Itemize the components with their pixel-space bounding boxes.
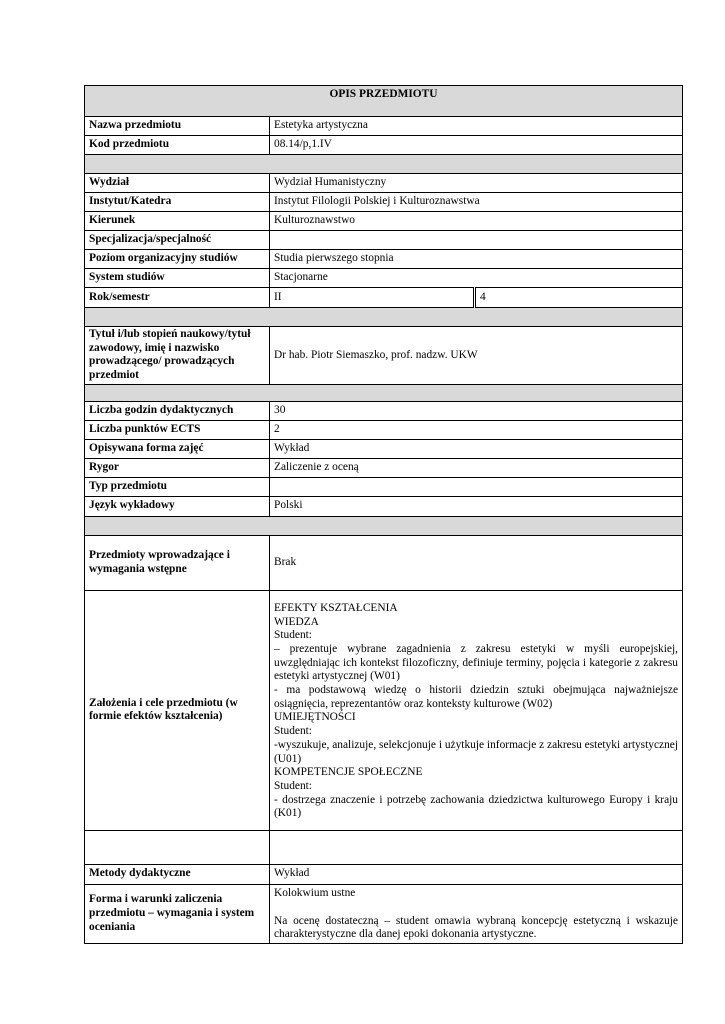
course-code-value: 08.14/p,1.IV: [270, 136, 683, 155]
prereq-label: Przedmioty wprowadzające i wymagania wstępne: [85, 535, 270, 590]
assessment-line1: Kolokwium ustne: [274, 886, 356, 899]
year-value: II: [270, 288, 475, 308]
field-label: Kierunek: [85, 212, 270, 231]
outcome-w01: – prezentuje wybrane zagadnienia z zakresu estetyki w myśli europejskiej, uwzględniając ich kontekst filozoficzny, definiuje terminy, pojęcia i kategorie z zakresu estetyki artystycznej (W01): [274, 642, 678, 683]
rigor-value: Zaliczenie z oceną: [270, 458, 683, 477]
outcomes-cell: [270, 590, 683, 830]
methods-value: Wykład: [270, 864, 683, 884]
knowledge-heading: WIEDZA: [274, 615, 319, 628]
prereq-value: Brak: [270, 535, 683, 590]
institute-value: Instytut Filologii Polskiej i Kulturoznawstwa: [270, 193, 683, 212]
skills-heading: UMIEJĘTNOŚCI: [274, 711, 356, 724]
language-value: Polski: [270, 496, 683, 516]
field-value: Kulturoznawstwo: [270, 212, 683, 231]
assessment-cell: [270, 884, 683, 943]
rigor-label: Rygor: [85, 458, 270, 477]
outcomes-label: Założenia i cele przedmiotu (w formie efektów kształcenia): [85, 590, 270, 830]
empty-cell: [85, 830, 270, 864]
faculty-value: Wydział Humanistyczny: [270, 174, 683, 193]
course-code-label: Kod przedmiotu: [85, 136, 270, 155]
outcome-w02: - ma podstawową wiedzę o historii dziedzin sztuki obejmująca najważniejsze osiągnięcia, reprezentantów oraz konteksty kulturowe (W02): [274, 684, 678, 710]
specialization-value: [270, 231, 683, 250]
institute-label: Instytut/Katedra: [85, 193, 270, 212]
separator-row: [85, 516, 683, 535]
level-label: Poziom organizacyjny studiów: [85, 250, 270, 269]
course-name-label: Nazwa przedmiotu: [85, 117, 270, 136]
outcome-k01: - dostrzega znaczenie i potrzebę zachowania dziedzictwa kulturowego Europy i kraju (K01): [274, 793, 678, 820]
year-label: Rok/semestr: [85, 288, 270, 308]
separator-row: [85, 384, 683, 401]
assessment-label: Forma i warunki zaliczenia przedmiotu – wymagania i system oceniania: [85, 884, 270, 943]
hours-label: Liczba godzin dydaktycznych: [85, 401, 270, 420]
empty-cell: [270, 830, 683, 864]
form-label: Opisywana forma zajęć: [85, 439, 270, 458]
separator-row: [85, 308, 683, 327]
specialization-label: Specjalizacja/specjalność: [85, 231, 270, 250]
type-value: [270, 477, 683, 496]
level-value: Studia pierwszego stopnia: [270, 250, 683, 269]
table-title: OPIS PRZEDMIOTU: [85, 86, 683, 117]
language-label: Język wykładowy: [85, 496, 270, 516]
outcome-u01: -wyszukuje, analizuje, selekcjonuje i użytkuje informacje z zakresu estetyki artystycznej (U01): [274, 738, 678, 765]
type-label: Typ przedmiotu: [85, 477, 270, 496]
ects-value: 2: [270, 420, 683, 439]
social-heading: KOMPETENCJE SPOŁECZNE: [274, 766, 423, 779]
student-label: Student:: [274, 779, 312, 792]
system-value: Stacjonarne: [270, 269, 683, 288]
lecturer-label: Tytuł i/lub stopień naukowy/tytuł zawodowy, imię i nazwisko prowadzącego/ prowadzących przedmiot: [85, 327, 270, 385]
course-name-value: Estetyka artystyczna: [270, 117, 683, 136]
form-value: Wykład: [270, 439, 683, 458]
lecturer-value: Dr hab. Piotr Siemaszko, prof. nadzw. UKW: [270, 327, 683, 385]
assessment-line2: Na ocenę dostateczną – student omawia wybraną koncepcję estetyczną i wskazuje charakterystyczne dla danej epoki dokonania artystyczne.: [274, 914, 678, 941]
outcomes-heading: EFEKTY KSZTAŁCENIA: [274, 601, 398, 614]
semester-value: 4: [475, 288, 683, 308]
faculty-label: Wydział: [85, 174, 270, 193]
course-description-table: [84, 85, 683, 944]
student-label: Student:: [274, 629, 312, 642]
hours-value: 30: [270, 401, 683, 420]
system-label: System studiów: [85, 269, 270, 288]
separator-row: [85, 155, 683, 174]
ects-label: Liczba punktów ECTS: [85, 420, 270, 439]
methods-label: Metody dydaktyczne: [85, 864, 270, 884]
student-label: Student:: [274, 725, 312, 738]
